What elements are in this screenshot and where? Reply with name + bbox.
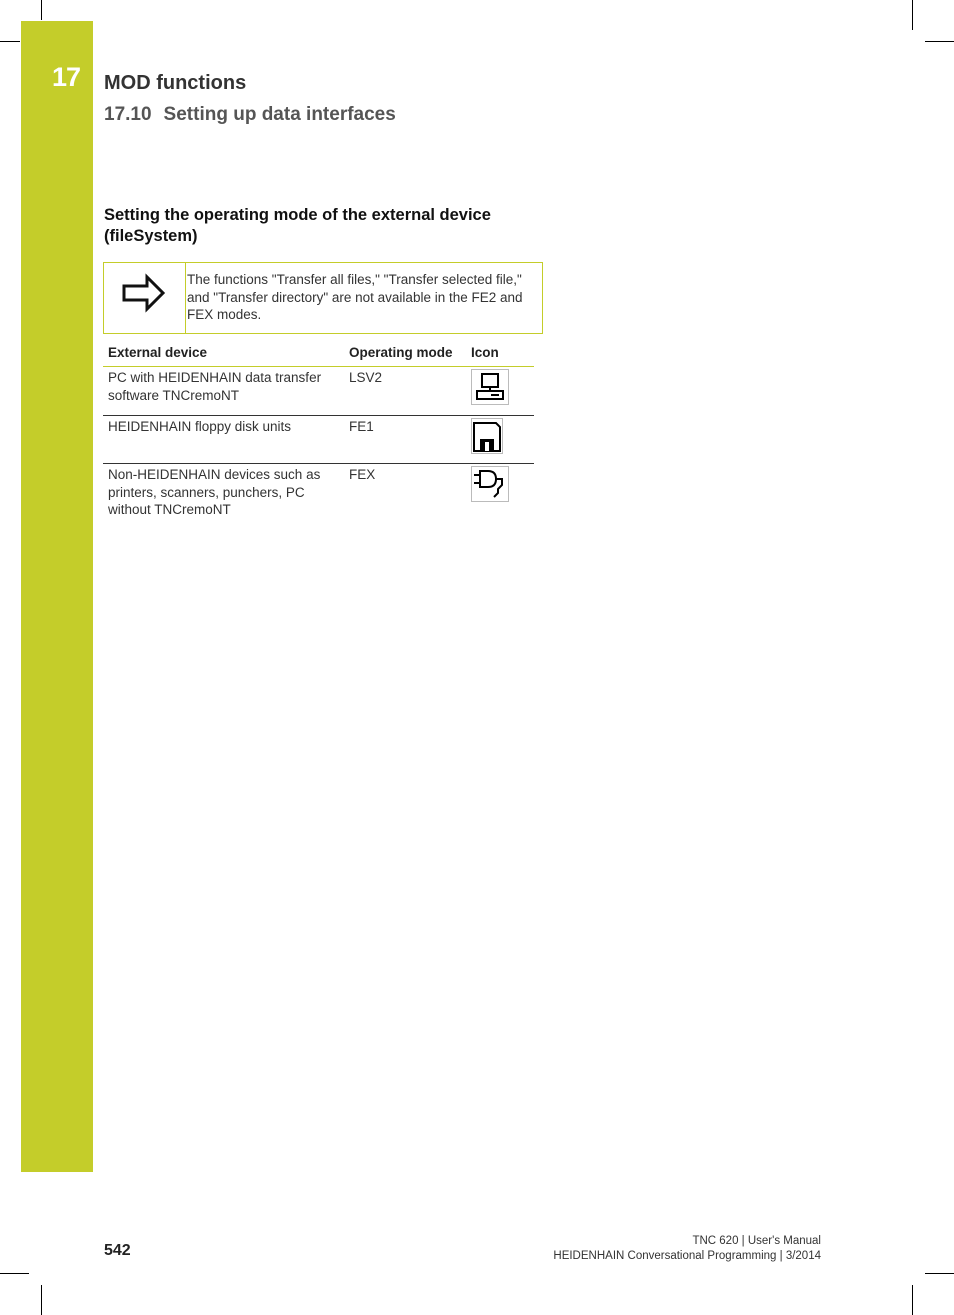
- page-number: 542: [104, 1242, 131, 1259]
- footer-manual-title: TNC 620 | User's Manual: [692, 1235, 821, 1247]
- icon-cell: [466, 464, 534, 525]
- subsection-heading: Setting the operating mode of the external device (fileSystem): [104, 206, 491, 245]
- table-row: [103, 464, 534, 525]
- icon-cell: [466, 367, 534, 416]
- section-number: 17.10: [104, 104, 152, 125]
- chapter-title: MOD functions: [104, 72, 247, 94]
- device-cell: PC with HEIDENHAIN data transfer software TNCremoNT: [103, 367, 344, 416]
- crop-mark: [912, 0, 913, 30]
- note-box: [103, 262, 543, 334]
- arrow-right-icon: [121, 273, 167, 313]
- crop-mark: [0, 1273, 29, 1274]
- mode-cell: FEX: [349, 467, 376, 482]
- crop-mark: [41, 1285, 42, 1315]
- icon-cell: [466, 415, 534, 464]
- plug-icon: [471, 466, 509, 502]
- chapter-sidebar: [21, 21, 93, 1172]
- floppy-disk-icon: [471, 418, 503, 454]
- device-table: [103, 344, 534, 525]
- table-row: [103, 415, 534, 464]
- section-title-text: Setting up data interfaces: [163, 104, 396, 125]
- column-header-icon: Icon: [466, 344, 534, 367]
- note-icon-cell: [104, 263, 186, 333]
- footer-edition: HEIDENHAIN Conversational Programming | 3/2014: [553, 1249, 821, 1262]
- table-header-row: [103, 344, 534, 367]
- device-cell: Non-HEIDENHAIN devices such as printers, scanners, punchers, PC without TNCremoNT: [108, 467, 321, 517]
- mode-cell: LSV2: [344, 367, 466, 416]
- section-title: [104, 104, 396, 126]
- note-text: The functions "Transfer all files," "Transfer selected file," and "Transfer directory" are not available in the FE2 and FEX modes.: [187, 272, 523, 322]
- crop-mark: [925, 1273, 954, 1274]
- mode-cell: FE1: [344, 415, 466, 464]
- crop-mark: [0, 41, 20, 42]
- crop-mark: [41, 0, 42, 20]
- column-header-device: External device: [103, 344, 344, 367]
- table-row: [103, 367, 534, 416]
- computer-icon: [471, 369, 509, 405]
- column-header-mode: Operating mode: [344, 344, 466, 367]
- footer-info: [553, 1234, 821, 1263]
- device-cell: HEIDENHAIN floppy disk units: [103, 415, 344, 464]
- chapter-number: 17: [52, 62, 81, 92]
- crop-mark: [925, 41, 954, 42]
- crop-mark: [912, 1285, 913, 1315]
